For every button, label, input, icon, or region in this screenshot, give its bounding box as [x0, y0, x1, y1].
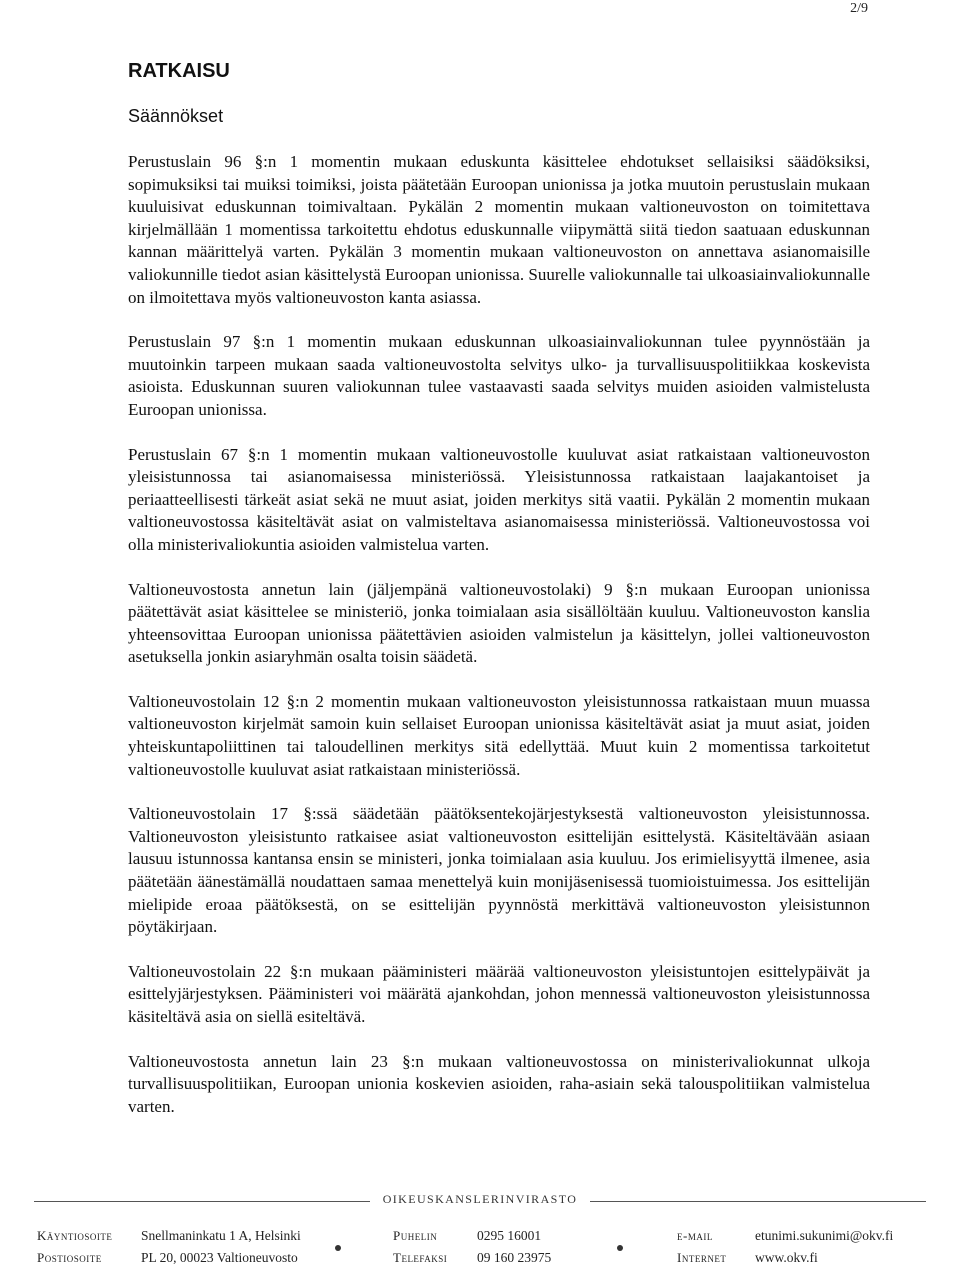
document-body [128, 151, 870, 1140]
page-number: 2/9 [850, 1, 868, 16]
visiting-address-value: Snellmaninkatu 1 A, Helsinki [141, 1228, 301, 1243]
website-value[interactable]: www.okv.fi [755, 1250, 818, 1265]
paragraph: Valtioneuvostosta annetun lain (jäljempänä valtioneuvostolaki) 9 §:n mukaan Euroopan unionissa päätettävät asiat käsittelee se ministeriö, jonka toimialaan asia sisällöltään kuuluu. Valtioneuvoston kanslia yhteensovittaa Euroopan unionissa päätettävien asioiden valmistelun ja käsittelyn, jollei valtioneuvoston asetuksella jonkin asiaryhmän osalta toisin säädetä. [128, 579, 870, 667]
footer-row-postal [37, 1250, 927, 1272]
footer-divider-left [34, 1201, 370, 1202]
separator-dot-icon [617, 1245, 623, 1251]
paragraph: Perustuslain 96 §:n 1 momentin mukaan eduskunta käsittelee ehdotukset sellaisiksi säädöksiksi, sopimuksiksi tai muiksi toimiksi, joista päätetään Euroopan unionissa ja jotka muutoin perustuslain mukaan kuuluisivat eduskunnan toimivaltaan. Pykälän 2 momentin mukaan valtioneuvoston on toimitettava kirjelmällään 1 momentissa tarkoitettu ehdotus eduskunnalle viipymättä siitä tiedon saatuaan eduskunnan kannan määrittelyä varten. Pykälän 3 momentin mukaan valtioneuvoston on annettava asianomaisille valiokunnille tiedot asian käsittelystä Euroopan unionissa. Suurelle valiokunnalle tai ulkoasiainvaliokunnalle on ilmoitettava myös valtioneuvoston kanta asiassa. [128, 152, 870, 307]
section-subheading: Säännökset [128, 106, 224, 126]
paragraph: Valtioneuvostosta annetun lain 23 §:n mukaan valtioneuvostossa on ministerivaliokunnat ulkoja turvallisuuspolitiikan, Euroopan unionia koskevien asioiden, raha-asiain sekä talouspolitiikan valmistelua varten. [128, 1051, 870, 1116]
paragraph: Valtioneuvostolain 17 §:ssä säädetään päätöksentekojärjestyksestä valtioneuvoston yleisistunnossa. Valtioneuvoston yleisistunto ratkaisee asiat valtioneuvoston esittelijän esittelystä. Käsiteltävään asiaan lausuu istunnossa kantansa ensin se ministeri, jonka toimialaan asia kuuluu. Jos erimielisyyttä ilmenee, asia päätetään äänestämällä noudattaen samaa menettelyä kuin monijäsenisessä tuomioistuimessa. Jos esittelijän mielipide eroaa päätöksestä, on se esittelijän pyynnöstä merkittävä valtioneuvoston yleisistunnon pöytäkirjaan. [128, 804, 870, 937]
separator-dot-icon [335, 1245, 341, 1251]
paragraph: Valtioneuvostolain 12 §:n 2 momentin mukaan valtioneuvoston yleisistunnossa ratkaistaan muun muassa valtioneuvoston kirjelmät samoin kuin sellaiset Euroopan unionissa käsiteltävät asiat ja muut asiat, joiden yhteiskuntapoliittinen tai taloudellinen merkitys sitä edellyttää. Muut kuin 2 momentissa tarkoitetut valtioneuvostolle kuuluvat asiat ratkaistaan ministeriössä. [128, 691, 870, 779]
footer-contact-info [37, 1228, 927, 1272]
footer-row-visiting [37, 1228, 927, 1250]
footer-organization-name: OIKEUSKANSLERINVIRASTO [382, 1192, 578, 1206]
paragraph: Perustuslain 67 §:n 1 momentin mukaan valtioneuvostolle kuuluvat asiat ratkaistaan valtioneuvoston yleisistunnossa tai asianomaisessa ministeriössä. Yleisistunnossa ratkaistaan laajakantoiset ja periaatteellisesti tärkeät asiat sekä ne muut asiat, joiden merkitys sitä vaatii. Pykälän 2 momentin mukaan valtioneuvostossa käsiteltävät asiat on valmisteltava asianomaisessa ministeriössä. Valtioneuvostossa voi olla ministerivaliokuntia asioiden valmistelua varten. [128, 444, 870, 554]
paragraph: Perustuslain 97 §:n 1 momentin mukaan eduskunnan ulkoasiainvaliokunnan tulee pyynnöstään ja muutoinkin tarpeen mukaan saada valtioneuvostolta selvitys ulko- ja turvallisuuspolitiikkaa koskevista asioista. Eduskunnan suuren valiokunnan tulee vastaavasti saada selvitys muiden asioiden valmistelusta Euroopan unionissa. [128, 332, 870, 419]
fax-label: Telefaksi [393, 1250, 448, 1265]
email-label: e-mail [677, 1228, 713, 1243]
fax-value: 09 160 23975 [477, 1250, 552, 1265]
postal-address-value: PL 20, 00023 Valtioneuvosto [141, 1250, 298, 1265]
email-value[interactable]: etunimi.sukunimi@okv.fi [755, 1228, 894, 1243]
internet-label: Internet [677, 1250, 727, 1265]
phone-value: 0295 16001 [477, 1228, 542, 1243]
footer-divider-right [590, 1201, 926, 1202]
section-heading: RATKAISU [128, 60, 230, 82]
visiting-address-label: Käyntiosoite [37, 1228, 113, 1243]
phone-label: Puhelin [393, 1228, 438, 1243]
postal-address-label: Postiosoite [37, 1250, 102, 1265]
paragraph: Valtioneuvostolain 22 §:n mukaan pääministeri määrää valtioneuvoston yleisistuntojen esittelypäivät ja esittelyjärjestyksen. Pääministeri voi määrätä ajankohdan, johon mennessä valtioneuvoston yleisistunnossa käsiteltävä asia on siellä esiteltävä. [128, 961, 870, 1026]
